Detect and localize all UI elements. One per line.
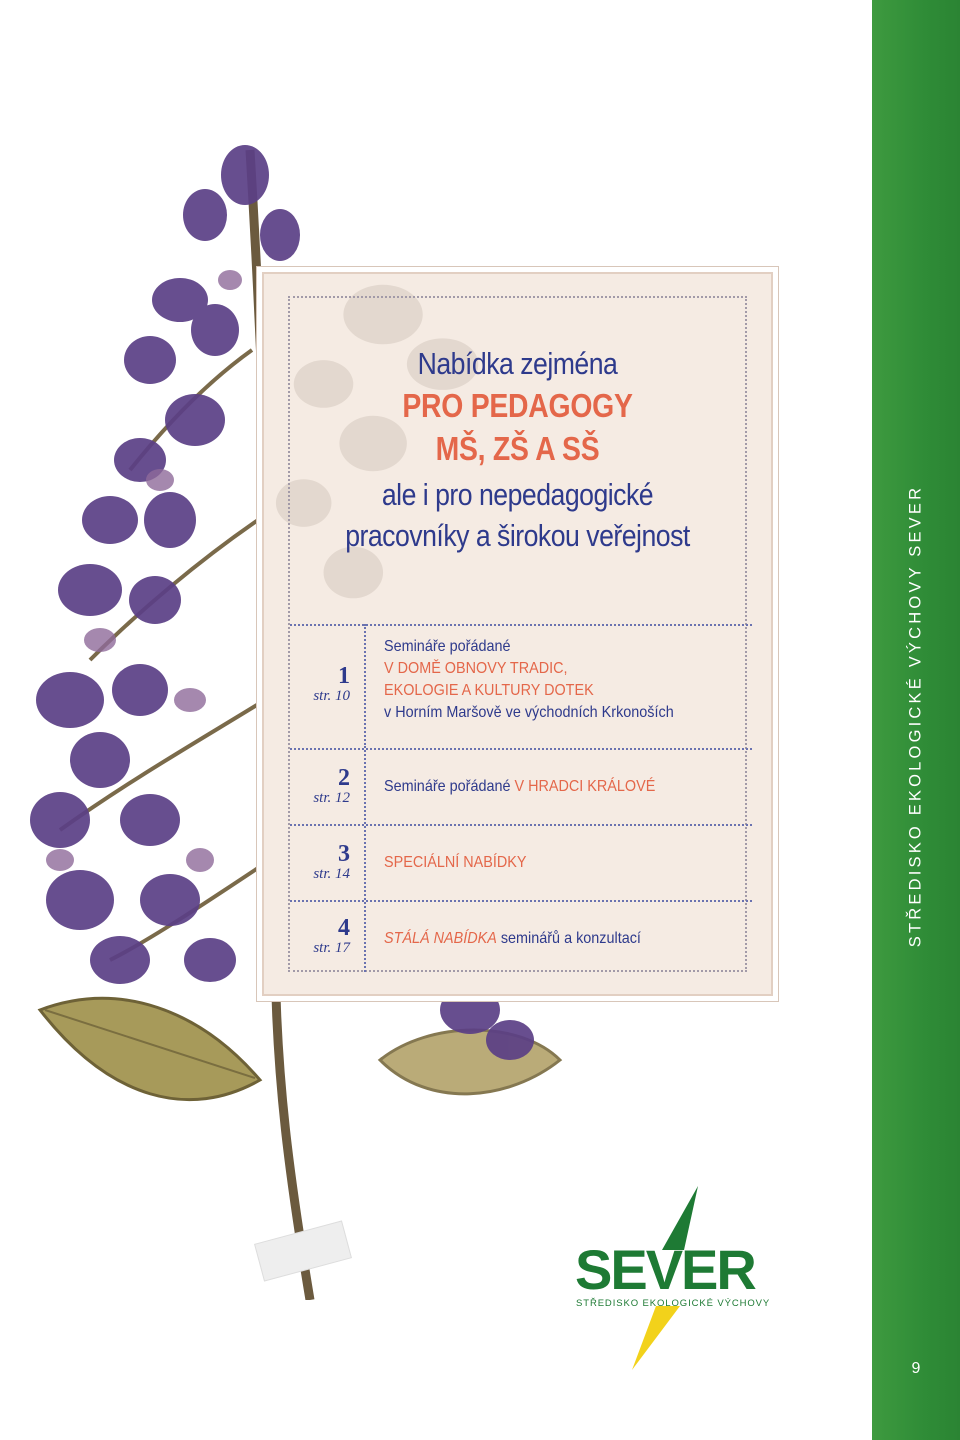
- toc-number-col: [290, 750, 366, 824]
- toc-highlight: V DOMĚ OBNOVY TRADIC,: [384, 660, 568, 677]
- toc-item-2[interactable]: [290, 750, 752, 824]
- sever-logo: [570, 1184, 770, 1374]
- toc-number: 3: [338, 841, 350, 867]
- toc-page: str. 12: [313, 790, 350, 806]
- toc-number-col: [290, 826, 366, 900]
- toc-number: 2: [338, 765, 350, 791]
- toc-number: 4: [338, 915, 350, 941]
- heading-line-1: Nabídka zejména: [417, 346, 618, 381]
- heading-line-4: ale i pro nepedagogické: [381, 477, 654, 512]
- page-number: 9: [911, 1360, 921, 1377]
- toc-highlight: STÁLÁ NABÍDKA: [384, 930, 497, 947]
- toc-highlight: EKOLOGIE A KULTURY DOTEK: [384, 682, 594, 699]
- toc-number-col: [290, 902, 366, 972]
- toc-number: 1: [338, 663, 350, 689]
- logo-subtitle: STŘEDISKO EKOLOGICKÉ VÝCHOVY: [576, 1298, 771, 1309]
- logo-wordmark: SEVER: [575, 1238, 755, 1301]
- toc-text: [384, 852, 715, 874]
- toc-page: str. 17: [313, 940, 350, 956]
- toc-item-3[interactable]: [290, 826, 752, 900]
- toc-item-1[interactable]: [290, 636, 752, 748]
- heading-line-5: pracovníky a širokou veřejnost: [345, 518, 690, 553]
- heading-line-2: PRO PEDAGOGY: [402, 387, 633, 424]
- toc-highlight: V HRADCI KRÁLOVÉ: [514, 778, 656, 795]
- toc-label: Semináře pořádané: [384, 778, 515, 795]
- toc-page: str. 14: [313, 866, 350, 882]
- toc-text: [384, 928, 715, 950]
- heading-line-3: MŠ, ZŠ A SŠ: [435, 430, 600, 467]
- toc-item-4[interactable]: [290, 902, 752, 976]
- toc-label: seminářů a konzultací: [496, 930, 641, 947]
- toc-label: v Horním Maršově ve východních Krkonoších: [384, 704, 674, 721]
- page-heading: [264, 348, 771, 551]
- toc-page: str. 10: [313, 688, 350, 704]
- toc-text: [384, 636, 715, 724]
- toc-highlight: SPECIÁLNÍ NABÍDKY: [384, 854, 527, 871]
- toc-text: [384, 776, 715, 798]
- toc-number-col: [290, 624, 366, 748]
- toc-label: Semináře pořádané: [384, 638, 511, 655]
- side-band-text: STŘEDISKO EKOLOGICKÉ VÝCHOVY SEVER: [906, 484, 925, 948]
